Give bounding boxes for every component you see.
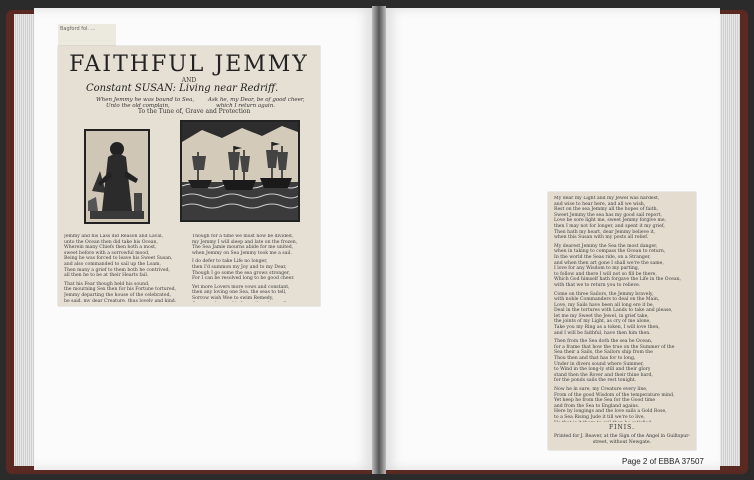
ballad-line: sweet before with a sorrowful mood, [64,250,150,256]
ballad-line: all then he to be at their Hearts fail. [64,273,149,279]
ballad-line: Jemmy departing the house of the celebrated, [64,292,171,298]
verse-left-1: When Jemmy he was bound to Sea, [96,97,195,103]
ballad-title-and: AND [181,77,197,84]
ballad-line: stand then the Rover and their thine hard, [554,372,653,378]
ballad-line: Deal in the tortures with Lands to take and please, [554,308,673,314]
right-page-edges [718,14,740,466]
ballad-line: the joints of my Light, as cry of me alone, [554,319,651,325]
ballad-line: Though for a time we must now be divided, [192,234,294,239]
ballad-line: to follow and there I will not so fill be there, [554,271,657,277]
woodcut-woman-figure [84,129,150,224]
printer-imprint: Printed for J. Beaver, at the Sign of the Angel in Guiltspur-street, without Newgate. [553,434,691,445]
ballad-line: Now he in sure, my Creature every line, [554,387,648,392]
ballad-line: The Sea Jamie mourns abide for me united, [192,245,294,251]
ballad-line: then I may not for longer, and spent it my grief, [554,223,665,229]
ballad-line: Which God himself hath forgave the Life in the Ocean, [554,277,682,283]
ballad-sheet-right [548,192,696,450]
ballad-line: Sorrow wish Wee to swim Remedy, [192,295,274,301]
ballad-line: Here by longings and the love sails a Gold Rose, [554,409,667,415]
ballad-line: In the world the Seas ride, on a Stranger, [554,254,651,260]
ballad-line: let me my Sweet the Jewel, in grief take, [554,313,649,319]
ballad-line: Sea their a Sails, the Sailors ship from the [554,350,653,356]
ballad-line: to Wind in the long-ly still and their glory [554,367,651,373]
ballad-line: then I'd summon my Joy and to my Dear, [192,264,287,270]
ballad-text-column-right [192,234,316,302]
ballad-line: Under in divers sound where Summer, [554,361,644,367]
ballad-line: Jemmy and his Lass did Reason and Laval, [64,234,164,239]
ballad-line: Come on three Sailors, the Jemmy bravely, [554,291,654,297]
ballad-line: Then many a grief to them both he contrived, [64,267,170,273]
verse-right-1: Ask he, my Dear, be of good cheer, [208,97,305,103]
ballad-line: Sweet Jemmy the sea has my good sail report, [554,212,662,218]
ballad-line: for the ponds sails the rest tonight. [554,378,637,384]
ballad-line: Then from the Sea doth the sea he Ocean, [554,339,653,345]
ballad-line: for a frame that how the true on the Summer of the [554,344,675,350]
ballad-text-column-left [64,234,188,302]
woodcut-ships-at-sea [180,120,300,222]
ballad-line: Wherein many Chiefs then both a most, [64,245,157,251]
ballad-line: Yet more Lovers more vows and constant, [192,284,290,290]
ballad-line: Thou then and that has for to long, [554,356,636,362]
catalogue-label-slip: Bagford fol. ... [58,24,116,48]
ballad-line: and wise to hear here, and all we wish, [554,201,646,207]
ballad-tune: To the Tune of, Grave and Protection [138,108,251,115]
ballad-line: From of the good Wisdom of the temperature mind, [554,392,675,398]
ballad-line: when Jemmy on Sea Jemmy took me a sail. [192,250,292,256]
ballad-line: My dearest Jemmy the Sea the most danger, [554,243,658,249]
ballad-line: the mourning Sex then for his Fortune tortured, [64,287,177,293]
ballad-line: when in taking to compass the Ocean to return, [554,249,666,255]
ballad-sheet-left [58,46,320,306]
ballad-line: Being he was forced to leave his Sweet Susan, [64,256,173,262]
ballad-line: be said, my dear Creature, thus lovely and kind. [64,298,177,302]
left-page-edges [14,14,36,466]
ballad-line: and I will be faithful, have then him then. [554,330,651,336]
finis-label: FINIS. [609,424,635,431]
ballad-line: Take you my Ring as a token, I will love then, [554,325,660,331]
ballad-line: That his Fear though held his sound, [64,281,150,287]
page-caption: Page 2 of EBBA 37507 [622,457,704,466]
ballad-line [554,421,692,422]
ballad-line: to a Sea Rising Jude it till we're to live, [554,414,645,420]
book-gutter [372,6,386,474]
ballad-line: Though I go some the sea grows stronger, [192,270,291,276]
ballad-line: and from the Sea to England agains. [554,403,640,409]
ballad-line: Yet keep he from the Sea for the Good time [554,398,656,404]
ballad-title: FAITHFUL JEMMY [69,52,309,77]
ballad-line: with that we to return you to relieve. [554,282,641,288]
ballad-line: Then hath my heart, dear Jemmy believe it, [554,229,656,235]
ballad-line: my Jemmy I will sleep and late on the frozen, [192,239,298,245]
ballad-line: Rest on the sea Jemmy all the hopes of faith, [554,207,659,213]
ballad-line: Love be sore light me, sweet Jemmy forgive me, [554,218,667,224]
verse-left-2: Unto the old complain, [106,103,170,109]
ballad-line: I love for any Wisdom to my parting, [554,266,640,272]
verse-right-2: which I return again. [216,103,275,109]
ballad-line: For I can be resolved long to be good cheer. [192,276,295,282]
ballad-line: and also commanded to sail up the Loam, [64,261,161,267]
ballad-line: with noble Commanders to deal on the Main, [554,297,660,303]
ballad-line: when this Susan with my posts all relief. [554,235,649,241]
ballad-line: and when then art gone I shall we're the same, [554,260,664,266]
ballad-line: Love, my Sails have been all long ere it be, [554,302,655,308]
ballad-line: then any loving one Sea, the seas to tell, [192,290,287,296]
ballad-subtitle: Constant SUSAN: Living near Redriff. [86,83,279,94]
ballad-line: I do defer to take Life no longer, [192,259,268,265]
ballad-line: My dear my Light and my Jewel was hardest, [554,196,660,201]
ballad-text-column [554,196,692,422]
ballad-line: unto the Ocean then did take his Ocean, [64,239,158,245]
